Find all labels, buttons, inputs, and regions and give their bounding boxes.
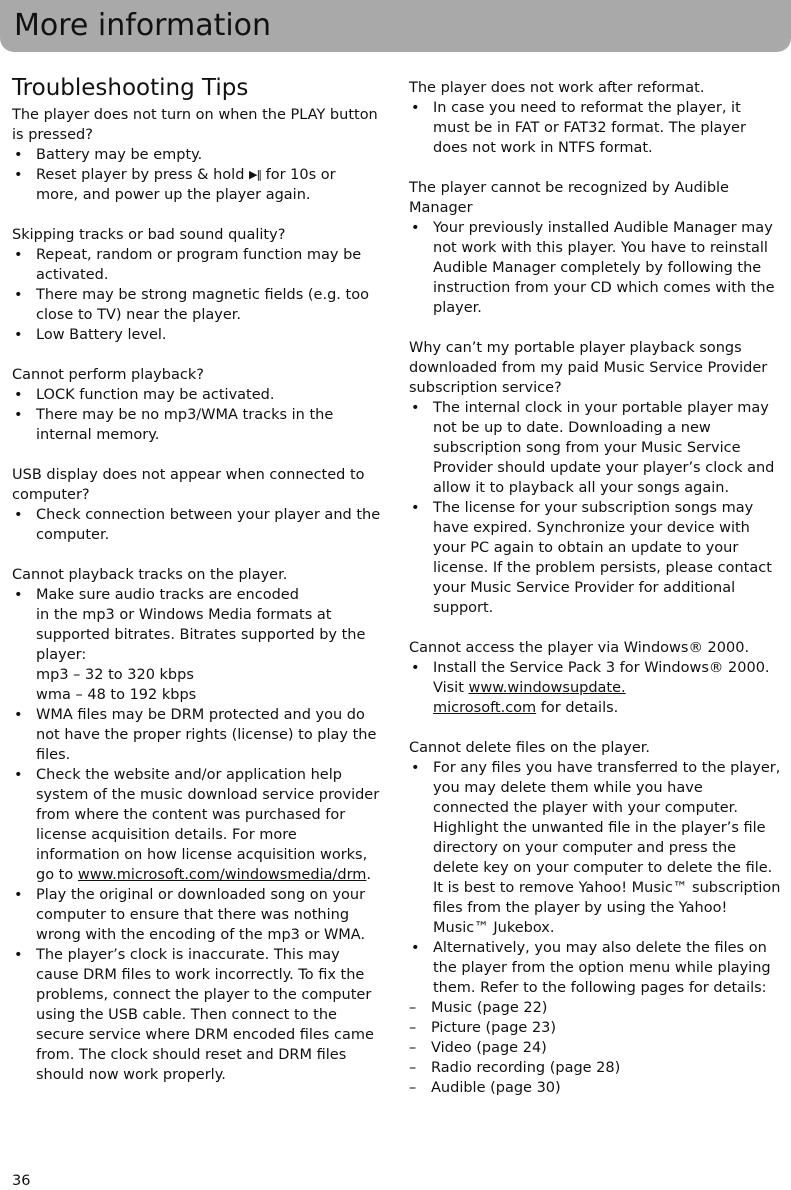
page-number: 36 <box>12 1173 31 1189</box>
faq-answer-item: • In case you need to reformat the player, it must be in FAT or FAT32 format. The player does not work in NTFS format. <box>409 98 781 158</box>
answer-text: Reset player by press & hold <box>36 167 250 183</box>
page-ref-audible: – Audible (page 30) <box>409 1078 781 1098</box>
faq-answer-item: • The internal clock in your portable player may not be up to date. Downloading a new subscription song from your Music Service Provider should update your player’s clock and allow it to playback all your songs again. <box>409 398 781 498</box>
faq-group <box>12 465 382 545</box>
faq-group <box>12 565 382 1085</box>
faq-group <box>12 225 382 345</box>
faq-question: The player does not work after reformat. <box>409 80 705 96</box>
page-title: More information <box>14 8 272 43</box>
faq-group <box>12 105 382 205</box>
answer-text: Check the website and/or application help system of the music download service provider from where the content was purchased for license acquisition details. For more information on how license acquisition works, go to <box>36 767 380 883</box>
faq-group <box>409 738 781 1098</box>
faq-answer-item: • Your previously installed Audible Manager may not work with this player. You have to reinstall Audible Manager completely by following the instruction from your CD which comes with the player. <box>409 218 781 318</box>
faq-answer-item: • There may be no mp3/WMA tracks in the internal memory. <box>12 405 382 445</box>
faq-answer-item: • WMA files may be DRM protected and you do not have the proper rights (license) to play the files. <box>12 705 382 765</box>
header-banner <box>0 0 791 52</box>
faq-group <box>409 78 781 158</box>
faq-question: USB display does not appear when connected to computer? <box>12 467 365 503</box>
answer-text: Install the Service Pack 3 for Windows® 2000. Visit <box>433 660 770 696</box>
bitrate-mp3: mp3 – 32 to 320 kbps <box>36 667 194 683</box>
faq-group <box>409 178 781 318</box>
page-ref-music: – Music (page 22) <box>409 998 781 1018</box>
faq-answer-item <box>12 165 382 205</box>
faq-group <box>409 338 781 618</box>
play-pause-icon: ▶‖ <box>249 168 261 181</box>
faq-answer-item <box>12 585 382 705</box>
section-heading: Troubleshooting Tips <box>12 75 249 101</box>
faq-answer-item: • Repeat, random or program function may be activated. <box>12 245 382 285</box>
faq-question: Skipping tracks or bad sound quality? <box>12 227 286 243</box>
faq-question: The player does not turn on when the PLAY button is pressed? <box>12 107 378 143</box>
faq-question: Cannot playback tracks on the player. <box>12 567 288 583</box>
faq-answer-item: • Play the original or downloaded song on your computer to ensure that there was nothing wrong with the encoding of the mp3 or WMA. <box>12 885 382 945</box>
faq-question: Cannot delete files on the player. <box>409 740 651 756</box>
faq-answer-item: • Battery may be empty. <box>12 145 382 165</box>
windowsupdate-link[interactable]: www.windowsupdate. <box>468 680 626 696</box>
faq-question: The player cannot be recognized by Audible Manager <box>409 180 729 216</box>
faq-group <box>409 638 781 718</box>
faq-answer-item: • The license for your subscription songs may have expired. Synchronize your device with your PC again to obtain an update to your license. If the problem persists, please contact your Music Service Provider for additional support. <box>409 498 781 618</box>
faq-answer-item: • There may be strong magnetic fields (e.g. too close to TV) near the player. <box>12 285 382 325</box>
faq-answer-item: • For any files you have transferred to the player, you may delete them while you have connected the player with your computer. Highlight the unwanted file in the player’s file directory on your computer and press the delete key on your computer to delete the file. It is best to remove Yahoo! Music™ subscription files from the player by using the Yahoo! Music™ Jukebox. <box>409 758 781 938</box>
faq-question: Cannot access the player via Windows® 2000. <box>409 640 750 656</box>
page-ref-picture: – Picture (page 23) <box>409 1018 781 1038</box>
faq-answer-item: • The player’s clock is inaccurate. This may cause DRM files to work incorrectly. To fix the problems, connect the player to the computer using the USB cable. Then connect to the secure service where DRM encoded files came from. The clock should reset and DRM files should now work properly. <box>12 945 382 1085</box>
windowsupdate-link-cont[interactable]: microsoft.com <box>433 700 537 716</box>
right-column <box>409 78 781 1118</box>
answer-text: . <box>366 867 372 883</box>
answer-line: • Make sure audio tracks are encoded <box>36 587 299 603</box>
faq-question: Why can’t my portable player playback songs downloaded from my paid Music Service Provider subscription service? <box>409 340 768 396</box>
page-ref-video: – Video (page 24) <box>409 1038 781 1058</box>
answer-text: for 10s or more, and power up the player again. <box>36 167 336 203</box>
answer-line: in the mp3 or Windows Media formats at supported bitrates. Bitrates supported by the player: <box>36 607 366 663</box>
faq-answer-item: • Alternatively, you may also delete the files on the player from the option menu while playing them. Refer to the following pages for details: <box>409 938 781 998</box>
faq-group <box>12 365 382 445</box>
drm-link[interactable]: www.microsoft.com/windowsmedia/drm <box>77 867 367 883</box>
faq-answer-item: • LOCK function may be activated. <box>12 385 382 405</box>
page-ref-radio-recording: – Radio recording (page 28) <box>409 1058 781 1078</box>
bitrate-wma: wma – 48 to 192 kbps <box>36 687 197 703</box>
faq-question: Cannot perform playback? <box>12 367 204 383</box>
faq-answer-item: • Low Battery level. <box>12 325 382 345</box>
faq-answer-item <box>12 765 382 885</box>
left-column <box>12 75 382 1105</box>
faq-answer-item: • Check connection between your player and the computer. <box>12 505 382 545</box>
answer-text: for details. <box>536 700 619 716</box>
faq-answer-item <box>409 658 781 718</box>
